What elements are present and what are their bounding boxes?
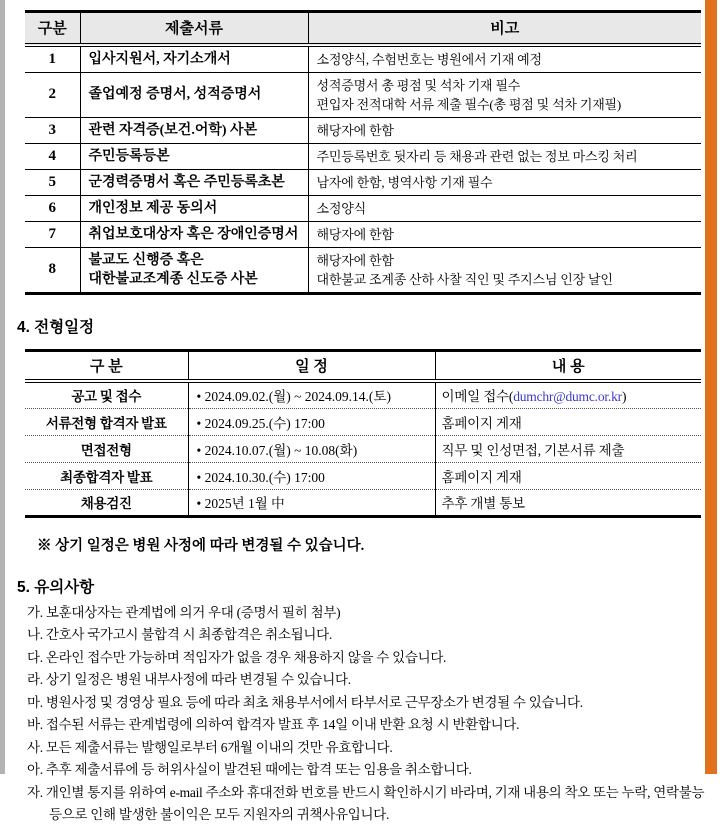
doc-line: 대한불교조계종 신도증 사본 — [88, 271, 258, 287]
note-line: 성적증명서 총 평점 및 석차 기재 필수 — [316, 77, 521, 93]
row-number: 7 — [25, 221, 80, 247]
table-row — [25, 221, 701, 247]
email-link[interactable]: dumchr@dumc.or.kr — [513, 389, 622, 405]
schedule-date: • 2024.09.25.(수) 17:00 — [188, 408, 435, 435]
schedule-category: 공고 및 접수 — [71, 389, 142, 405]
row-document: 개인정보 제공 동의서 — [80, 195, 308, 221]
schedule-category: 면접전형 — [25, 435, 188, 462]
schedule-header-category: 구 분 — [25, 350, 188, 381]
schedule-date: • 2024.09.02.(월) ~ 2024.09.14.(토) — [188, 381, 435, 408]
table-row — [25, 408, 701, 435]
note-item: 가. 보훈대상자는 관계법에 의거 우대 (증명서 필히 첨부) — [27, 604, 341, 620]
documents-header-doc: 제출서류 — [80, 12, 308, 45]
row-number: 4 — [25, 143, 80, 169]
note-item: 라. 상기 일정은 병원 내부사정에 따라 변경될 수 있습니다. — [27, 672, 351, 687]
schedule-category: 서류전형 합격자 발표 — [25, 408, 188, 435]
row-document: 군경력증명서 혹은 주민등록초본 — [80, 169, 308, 195]
left-gray-bar — [0, 0, 5, 774]
section-5-title: 5. 유의사항 — [17, 578, 95, 596]
table-row — [25, 462, 701, 489]
table-row — [25, 195, 701, 221]
note-item: 다. 온라인 접수만 가능하며 적임자가 없을 경우 채용하지 않을 수 있습니다. — [27, 649, 447, 665]
row-note: 해당자에 한함 — [308, 117, 701, 143]
document-page — [17, 0, 705, 827]
note-line: 해당자에 한함 — [316, 252, 394, 268]
section-4-title: 4. 전형일정 — [17, 318, 95, 336]
row-note: 해당자에 한함 — [308, 221, 701, 247]
row-number: 3 — [25, 117, 80, 143]
documents-table — [25, 10, 701, 295]
row-note — [308, 72, 701, 117]
note-item: 바. 접수된 서류는 관계법령에 의하여 합격자 발표 후 14일 이내 반환 요청 시 반환합니다. — [27, 717, 520, 732]
note-line: 대한불교 조계종 산하 사찰 직인 및 주지스님 인장 날인 — [316, 271, 613, 287]
table-row — [25, 143, 701, 169]
schedule-content: 홈페이지 게재 — [435, 462, 701, 489]
documents-header-note: 비고 — [308, 12, 701, 45]
schedule-header-content: 내 용 — [435, 350, 701, 381]
note-line: 편입자 전적대학 서류 제출 필수(총 평점 및 석차 기재필) — [316, 96, 622, 112]
row-document: 졸업예정 증명서, 성적증명서 — [80, 72, 308, 117]
schedule-category: 채용검진 — [25, 489, 188, 516]
table-row — [25, 72, 701, 117]
row-document: 관련 자격증(보건.어학) 사본 — [80, 117, 308, 143]
row-document: 입사지원서, 자기소개서 — [80, 45, 308, 73]
row-number: 2 — [25, 72, 80, 117]
row-note: 주민등록번호 뒷자리 등 채용과 관련 없는 정보 마스킹 처리 — [308, 143, 701, 169]
row-document: 취업보호대상자 혹은 장애인증명서 — [80, 221, 308, 247]
content-prefix: 이메일 접수( — [441, 389, 514, 405]
schedule-date: • 2024.10.30.(수) 17:00 — [188, 462, 435, 489]
schedule-category: 최종합격자 발표 — [25, 462, 188, 489]
note-item: 자. 개인별 통지를 위하여 e-mail 주소와 휴대전화 번호를 반드시 확인하시기 바라며, 기재 내용의 착오 또는 누락, 연락불능 등으로 인해 발생한 불이익은 모두 지원자의 귀책사유입니다. — [27, 784, 705, 822]
schedule-header-date: 일 정 — [188, 350, 435, 381]
table-row — [25, 381, 701, 408]
table-row — [25, 45, 701, 73]
schedule-content — [435, 381, 701, 408]
schedule-content: 추후 개별 통보 — [435, 489, 701, 516]
table-row — [25, 117, 701, 143]
notes-list — [25, 602, 705, 827]
row-note: 소정양식, 수험번호는 병원에서 기재 예정 — [308, 45, 701, 73]
note-item: 아. 추후 제출서류에 등 허위사실이 발견된 때에는 합격 또는 임용을 취소합니다. — [27, 762, 472, 777]
row-number: 5 — [25, 169, 80, 195]
table-row — [25, 489, 701, 516]
row-number: 6 — [25, 195, 80, 221]
note-item: 사. 모든 제출서류는 발행일로부터 6개월 이내의 것만 유효합니다. — [27, 739, 393, 755]
doc-line: 불교도 신행증 혹은 — [88, 252, 204, 268]
row-note: 소정양식 — [308, 195, 701, 221]
table-row — [25, 435, 701, 462]
schedule-date: • 2024.10.07.(월) ~ 10.08(화) — [188, 435, 435, 462]
documents-table-header-row — [25, 12, 701, 45]
content-suffix: ) — [621, 389, 627, 405]
schedule-table — [25, 349, 701, 518]
table-row — [25, 247, 701, 293]
schedule-table-header-row — [25, 350, 701, 381]
row-note — [308, 247, 701, 293]
note-item: 마. 병원사정 및 경영상 필요 등에 따라 최초 채용부서에서 타부서로 근무장소가 변경될 수 있습니다. — [27, 694, 583, 710]
right-orange-bar — [705, 0, 717, 774]
schedule-date: • 2025년 1월 中 — [188, 489, 435, 516]
row-document — [80, 247, 308, 293]
schedule-content: 홈페이지 게재 — [435, 408, 701, 435]
schedule-change-note: ※ 상기 일정은 병원 사정에 따라 변경될 수 있습니다. — [37, 537, 365, 554]
documents-header-category: 구분 — [25, 12, 80, 45]
row-number: 1 — [48, 50, 56, 67]
table-row — [25, 169, 701, 195]
schedule-content: 직무 및 인성면접, 기본서류 제출 — [435, 435, 701, 462]
note-item: 나. 간호사 국가고시 불합격 시 최종합격은 취소됩니다. — [27, 627, 332, 642]
row-number: 8 — [25, 247, 80, 293]
row-document: 주민등록등본 — [80, 143, 308, 169]
row-note: 남자에 한함, 병역사항 기재 필수 — [308, 169, 701, 195]
